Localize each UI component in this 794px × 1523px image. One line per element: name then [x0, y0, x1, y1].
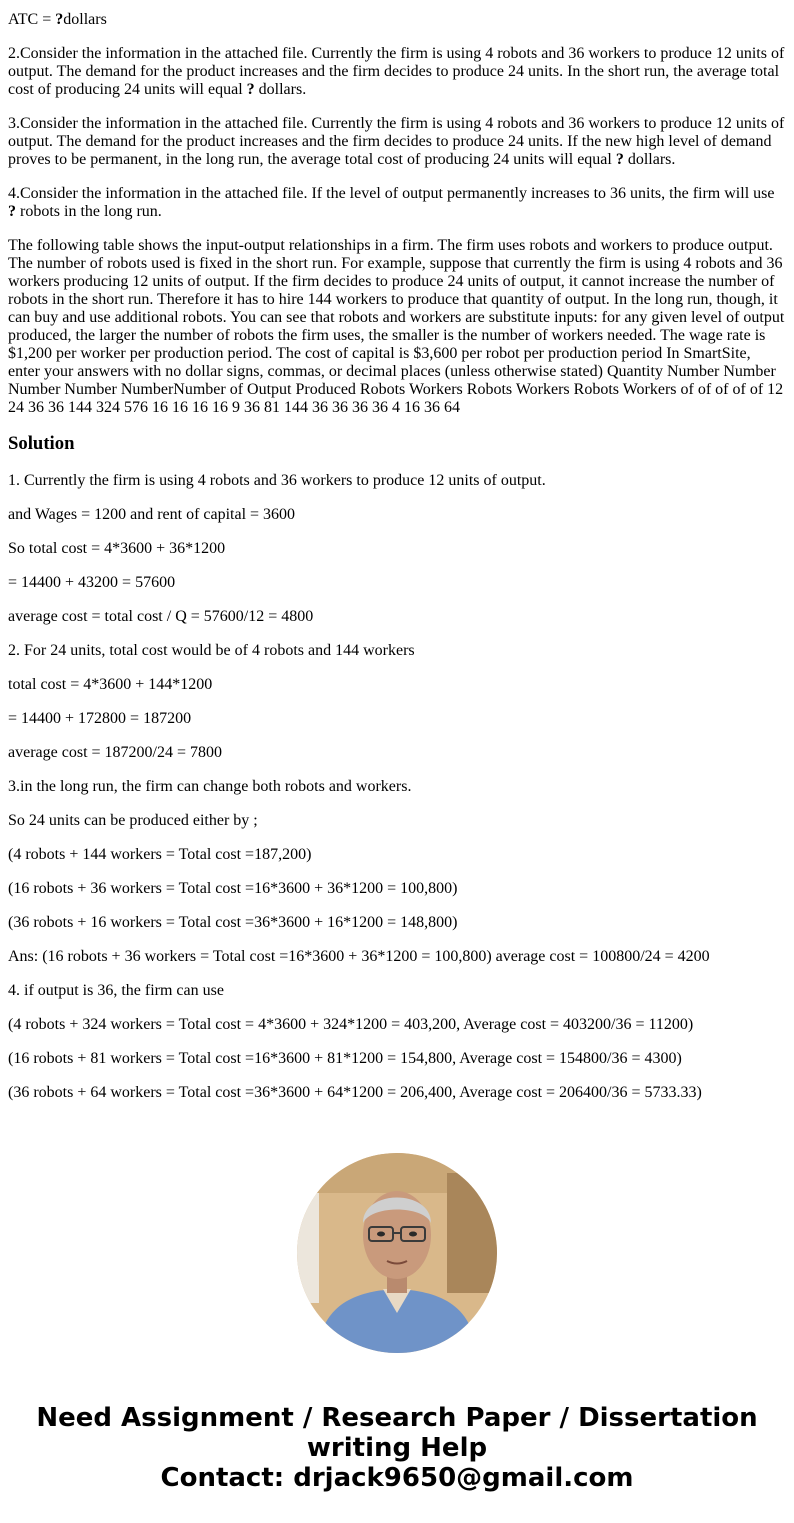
question-1-text: ATC = — [8, 11, 56, 28]
solution-line: = 14400 + 172800 = 187200 — [8, 710, 192, 727]
author-photo — [297, 1153, 497, 1353]
solution-line: total cost = 4*3600 + 144*1200 — [8, 676, 213, 693]
question-4-blank: ? — [8, 203, 16, 220]
solution-line: (4 robots + 324 workers = Total cost = 4*3600 + 324*1200 = 403,200, Average cost = 403200/36 = 11200) — [8, 1016, 694, 1033]
question-4-text: 4.Consider the information in the attached file. If the level of output permanently increases to 36 units, the firm will use — [8, 185, 775, 202]
solution-line: = 14400 + 43200 = 57600 — [8, 574, 176, 591]
contact-email: Contact: drjack9650@gmail.com — [160, 1463, 634, 1493]
problem-context: The following table shows the input-output relationships in a firm. The firm uses robots and workers to produce output. The number of robots used is fixed in the short run. For example, suppose that currently the firm is using 4 robots and 36 workers producing 12 units of output. If the firm decides to produce 24 units of output, it cannot increase the number of robots in the short run. Therefore it has to hire 144 workers to produce that quantity of output. In the long run, though, it can buy and use additional robots. You can see that robots and workers are substitute inputs: for any given level of output produced, the larger the number of robots the firm uses, the smaller is the number of workers needed. The wage rate is $1,200 per worker per production period. The cost of capital is $3,600 per robot per production period In SmartSite, enter your answers with no dollar signs, commas, or decimal places (unless otherwise stated) Quantity Number Number Number Number NumberNumber of Output Produced Robots Workers Robots Workers Robots Workers of of of of of 12 24 36 36 144 324 576 16 16 16 16 9 36 81 144 36 36 36 36 4 16 36 64 — [8, 237, 785, 416]
question-2-text: 2.Consider the information in the attached file. Currently the firm is using 4 robots and 36 workers to produce 12 units of output. The demand for the product increases and the firm decides to produce 24 units. In the short run, the average total cost of producing 24 units will equal — [8, 45, 785, 98]
question-2-unit: dollars. — [254, 81, 307, 98]
author-portrait-icon — [297, 1153, 497, 1353]
promo-footer — [0, 1403, 794, 1493]
question-1-blank: ? — [55, 11, 64, 28]
question-3-text: 3.Consider the information in the attached file. Currently the firm is using 4 robots and 36 workers to produce 12 units of output. The demand for the product increases and the firm decides to produce 24 units. If the new high level of demand proves to be permanent, in the long run, the average total cost of producing 24 units will equal — [8, 115, 785, 168]
solution-line: (36 robots + 64 workers = Total cost =36*3600 + 64*1200 = 206,400, Average cost = 206400/36 = 5733.33) — [8, 1084, 702, 1101]
solution-line: (4 robots + 144 workers = Total cost =187,200) — [8, 846, 312, 863]
document-content — [8, 11, 786, 1118]
question-3-blank: ? — [615, 151, 624, 168]
question-4-unit: robots in the long run. — [16, 203, 162, 220]
solution-line: (36 robots + 16 workers = Total cost =36*3600 + 16*1200 = 148,800) — [8, 914, 458, 931]
solution-line: 1. Currently the firm is using 4 robots and 36 workers to produce 12 units of output. — [8, 472, 546, 489]
question-3-unit: dollars. — [623, 151, 676, 168]
promo-line-1: Need Assignment / Research Paper / Dissertation — [36, 1403, 758, 1433]
solution-line: (16 robots + 36 workers = Total cost =16*3600 + 36*1200 = 100,800) — [8, 880, 458, 897]
solution-line: 3.in the long run, the firm can change both robots and workers. — [8, 778, 412, 795]
solution-heading: Solution — [8, 433, 75, 454]
solution-line: So 24 units can be produced either by ; — [8, 812, 258, 829]
question-2-blank: ? — [246, 81, 255, 98]
solution-line: average cost = total cost / Q = 57600/12 = 4800 — [8, 608, 314, 625]
solution-line: 2. For 24 units, total cost would be of 4 robots and 144 workers — [8, 642, 415, 659]
solution-line: Ans: (16 robots + 36 workers = Total cost =16*3600 + 36*1200 = 100,800) average cost = 100800/24 = 4200 — [8, 948, 710, 965]
solution-line: So total cost = 4*3600 + 36*1200 — [8, 540, 226, 557]
question-4 — [8, 185, 786, 221]
question-1-tail — [8, 11, 786, 29]
solution-line: (16 robots + 81 workers = Total cost =16*3600 + 81*1200 = 154,800, Average cost = 154800/36 = 4300) — [8, 1050, 682, 1067]
question-1-unit: dollars — [63, 11, 107, 28]
solution-line: and Wages = 1200 and rent of capital = 3600 — [8, 506, 296, 523]
solution-line: average cost = 187200/24 = 7800 — [8, 744, 222, 761]
question-2 — [8, 45, 786, 99]
promo-line-2: writing Help — [306, 1433, 488, 1463]
solution-line: 4. if output is 36, the firm can use — [8, 982, 224, 999]
question-3 — [8, 115, 786, 169]
